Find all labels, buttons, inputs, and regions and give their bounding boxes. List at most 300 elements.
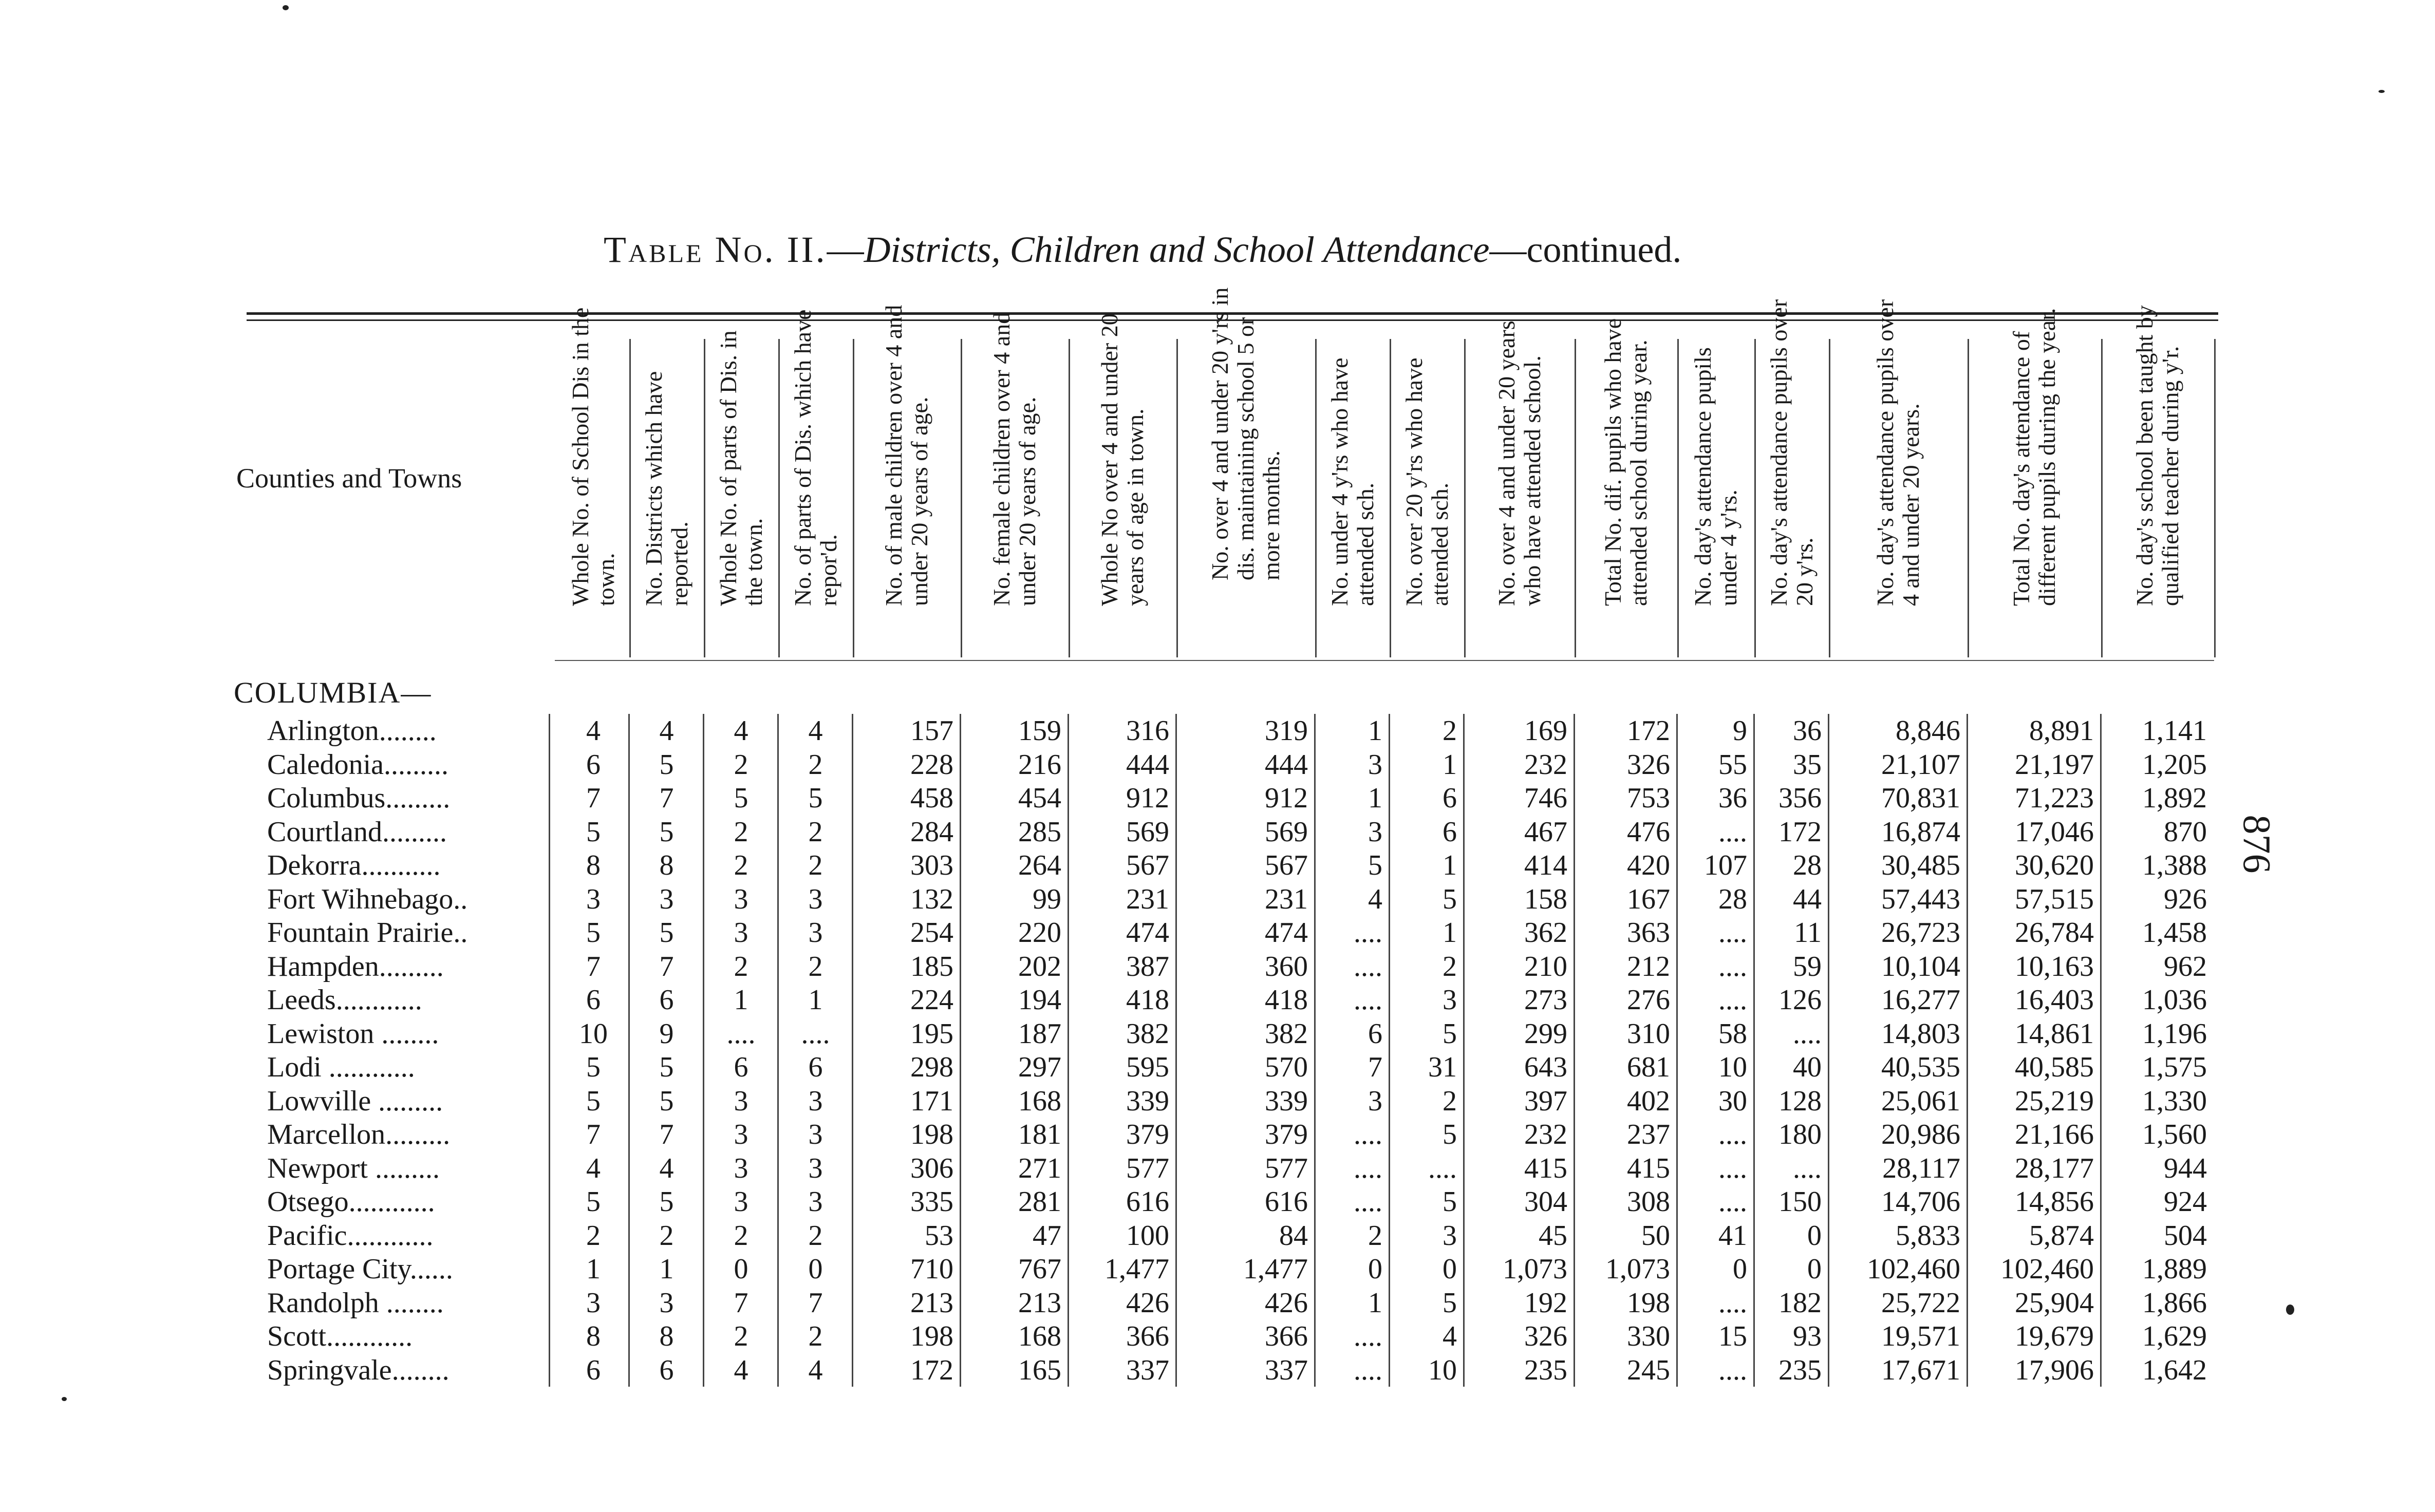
- table-cell: 414: [1524, 849, 1567, 881]
- table-cell: 337: [1265, 1354, 1308, 1386]
- table-cell: 5: [1368, 849, 1382, 881]
- table-cell: 25,219: [2015, 1085, 2094, 1117]
- column-header-text: No. over 20 y'rs who have attended sch.: [1400, 357, 1453, 606]
- table-cell: 4: [734, 1354, 748, 1386]
- table-cell: 20,986: [1881, 1119, 1960, 1150]
- table-cell: 415: [1524, 1152, 1567, 1184]
- table-cell: 198: [910, 1119, 953, 1150]
- table-cell: 2: [808, 1219, 823, 1252]
- title-prefix: Table No. II.: [604, 229, 827, 270]
- column-header: [1390, 339, 1466, 657]
- table-cell: 2: [734, 748, 748, 781]
- table-cell: 4: [1443, 1320, 1457, 1352]
- table-cell: 7: [734, 1287, 748, 1319]
- table-cell: 569: [1126, 816, 1169, 848]
- table-cell: 126: [1778, 984, 1822, 1016]
- table-cell: 7: [586, 1119, 601, 1150]
- column-divider: [960, 714, 961, 1387]
- table-cell: 870: [2164, 816, 2207, 848]
- table-cell: 1,205: [2142, 748, 2207, 781]
- table-cell: 924: [2164, 1186, 2207, 1218]
- town-name: Caledonia.........: [267, 748, 449, 781]
- column-header: [853, 305, 962, 657]
- table-cell: 1: [1443, 917, 1457, 949]
- ink-speck: [2286, 1305, 2294, 1315]
- table-cell: 8,846: [1896, 715, 1960, 747]
- table-cell: 2: [808, 816, 823, 848]
- column-header: [557, 307, 631, 657]
- table-cell: 5: [659, 748, 674, 781]
- town-name: Arlington........: [267, 715, 437, 747]
- table-cell: 55: [1718, 748, 1747, 781]
- table-cell: 363: [1627, 917, 1670, 949]
- table-cell: 284: [910, 816, 953, 848]
- table-cell: 53: [925, 1219, 953, 1252]
- column-divider: [2100, 714, 2102, 1387]
- table-cell: 10: [1428, 1354, 1457, 1386]
- column-header-text: No. day's attendance pupils over 4 and under 20 years.: [1872, 299, 1924, 606]
- column-header: [1575, 318, 1679, 657]
- town-name: Dekorra...........: [267, 849, 441, 881]
- column-header-text: No. female children over 4 and under 20 years of age.: [988, 312, 1040, 606]
- table-row: [0, 781, 2435, 815]
- table-cell: 2: [808, 1320, 823, 1352]
- table-cell: 7: [659, 1119, 674, 1150]
- table-cell: ....: [1718, 1152, 1747, 1184]
- town-name: Fort Wihnebago..: [267, 883, 468, 915]
- column-divider: [1175, 714, 1177, 1387]
- table-row: [0, 1151, 2435, 1185]
- table-cell: 14,856: [2015, 1186, 2094, 1218]
- table-cell: 0: [808, 1253, 823, 1285]
- table-cell: 7: [808, 1287, 823, 1319]
- table-cell: 2: [586, 1219, 601, 1252]
- table-cell: 0: [734, 1253, 748, 1285]
- table-cell: 100: [1126, 1219, 1169, 1252]
- table-cell: ....: [1354, 950, 1382, 982]
- table-cell: 1,073: [1503, 1253, 1567, 1285]
- column-header-text: No. under 4 y'rs who have attended sch.: [1326, 357, 1378, 606]
- table-row: [0, 1118, 2435, 1151]
- table-cell: 276: [1627, 984, 1670, 1016]
- table-cell: 366: [1265, 1320, 1308, 1352]
- column-header-text: No. Districts which have reported.: [640, 371, 692, 606]
- table-cell: 3: [1443, 1219, 1457, 1252]
- table-cell: 504: [2164, 1219, 2207, 1252]
- table-cell: 41: [1718, 1219, 1747, 1252]
- table-cell: 2: [1443, 1085, 1457, 1117]
- table-cell: 185: [910, 950, 953, 982]
- table-cell: 7: [659, 950, 674, 982]
- town-name: Hampden.........: [267, 950, 444, 982]
- table-cell: 2: [808, 748, 823, 781]
- table-cell: 0: [1807, 1253, 1822, 1285]
- table-cell: 9: [1733, 715, 1747, 747]
- table-cell: 0: [1443, 1253, 1457, 1285]
- table-cell: 210: [1524, 950, 1567, 982]
- column-divider: [1966, 714, 1968, 1387]
- column-header: [778, 309, 854, 657]
- table-cell: 99: [1033, 883, 1061, 915]
- table-title: [604, 229, 1872, 271]
- table-cell: 316: [1126, 715, 1169, 747]
- table-cell: 339: [1265, 1085, 1308, 1117]
- table-cell: ....: [1793, 1152, 1822, 1184]
- table-cell: 172: [1627, 715, 1670, 747]
- column-header-text: No. over 4 and under 20 y'rs in dis. maintaining school 5 or more months.: [1207, 287, 1284, 580]
- table-cell: 1: [659, 1253, 674, 1285]
- table-cell: 16,277: [1881, 984, 1960, 1016]
- table-cell: 7: [1368, 1051, 1382, 1083]
- counties-header: Counties and Towns: [236, 463, 462, 494]
- table-cell: 2: [734, 849, 748, 881]
- table-cell: 1,196: [2142, 1017, 2207, 1050]
- table-cell: 45: [1539, 1219, 1567, 1252]
- column-header-text: Whole No. of School Dis in the town.: [567, 307, 619, 606]
- table-cell: 5: [659, 1186, 674, 1218]
- table-cell: 228: [910, 748, 953, 781]
- title-italic: Districts, Children and School Attendance: [864, 229, 1490, 270]
- table-cell: ....: [726, 1017, 756, 1050]
- town-name: Newport .........: [267, 1152, 440, 1184]
- table-row: [0, 1252, 2435, 1286]
- table-cell: ....: [1354, 1152, 1382, 1184]
- table-cell: 1,330: [2142, 1085, 2207, 1117]
- table-cell: 567: [1265, 849, 1308, 881]
- table-cell: 3: [808, 1152, 823, 1184]
- table-cell: ....: [1354, 917, 1382, 949]
- table-cell: 474: [1265, 917, 1308, 949]
- table-row: [0, 848, 2435, 882]
- table-cell: 4: [808, 1354, 823, 1386]
- table-cell: 2: [734, 1320, 748, 1352]
- table-cell: 1: [1443, 849, 1457, 881]
- table-cell: 7: [586, 782, 601, 814]
- table-cell: 237: [1627, 1119, 1670, 1150]
- table-cell: 157: [910, 715, 953, 747]
- table-cell: 426: [1126, 1287, 1169, 1319]
- table-cell: 382: [1126, 1017, 1169, 1050]
- table-cell: ....: [1793, 1017, 1822, 1050]
- table-cell: 171: [910, 1085, 953, 1117]
- table-cell: 107: [1704, 849, 1747, 881]
- town-name: Marcellon.........: [267, 1119, 451, 1150]
- table-cell: 2: [1443, 950, 1457, 982]
- table-cell: 2: [734, 950, 748, 982]
- table-cell: 4: [659, 715, 674, 747]
- table-cell: 746: [1524, 782, 1567, 814]
- table-cell: 3: [734, 1085, 748, 1117]
- table-cell: 570: [1265, 1051, 1308, 1083]
- table-cell: 474: [1126, 917, 1169, 949]
- table-cell: 2: [659, 1219, 674, 1252]
- table-cell: 3: [808, 1085, 823, 1117]
- table-cell: 299: [1524, 1017, 1567, 1050]
- table-cell: 330: [1627, 1320, 1670, 1352]
- page-number: 876: [2235, 815, 2278, 874]
- table-cell: 21,107: [1881, 748, 1960, 781]
- table-cell: 198: [1627, 1287, 1670, 1319]
- table-cell: 11: [1794, 917, 1822, 949]
- column-header: [1829, 299, 1969, 657]
- table-cell: 2: [734, 816, 748, 848]
- town-name: Randolph ........: [267, 1287, 444, 1319]
- table-cell: 128: [1778, 1085, 1822, 1117]
- table-cell: 202: [1018, 950, 1061, 982]
- table-cell: 158: [1524, 883, 1567, 915]
- table-cell: 335: [910, 1186, 953, 1218]
- table-cell: 944: [2164, 1152, 2207, 1184]
- table-cell: 232: [1524, 1119, 1567, 1150]
- table-cell: ....: [1718, 984, 1747, 1016]
- table-cell: 19,679: [2015, 1320, 2094, 1352]
- table-cell: 753: [1627, 782, 1670, 814]
- table-cell: 304: [1524, 1186, 1567, 1218]
- table-cell: 21,166: [2015, 1119, 2094, 1150]
- table-cell: 569: [1265, 816, 1308, 848]
- table-cell: 6: [586, 984, 601, 1016]
- table-cell: 44: [1793, 883, 1822, 915]
- table-cell: 1,388: [2142, 849, 2207, 881]
- column-divider: [1067, 714, 1069, 1387]
- table-cell: 326: [1524, 1320, 1567, 1352]
- table-cell: 6: [659, 1354, 674, 1386]
- column-header: [1677, 339, 1756, 657]
- table-cell: 8: [659, 1320, 674, 1352]
- table-cell: 1,036: [2142, 984, 2207, 1016]
- table-cell: ....: [1354, 1320, 1382, 1352]
- column-divider: [777, 714, 779, 1387]
- table-cell: 264: [1018, 849, 1061, 881]
- column-divider: [1828, 714, 1829, 1387]
- table-cell: 26,723: [1881, 917, 1960, 949]
- column-header: [1968, 308, 2103, 657]
- table-cell: ....: [801, 1017, 830, 1050]
- table-cell: 6: [808, 1051, 823, 1083]
- table-cell: 182: [1778, 1287, 1822, 1319]
- table-cell: 616: [1126, 1186, 1169, 1218]
- table-cell: 643: [1524, 1051, 1567, 1083]
- table-row: [0, 815, 2435, 849]
- table-cell: 31: [1428, 1051, 1457, 1083]
- table-cell: 3: [808, 1186, 823, 1218]
- table-cell: 1,866: [2142, 1287, 2207, 1319]
- table-cell: 220: [1018, 917, 1061, 949]
- table-cell: 356: [1778, 782, 1822, 814]
- table-cell: 5: [659, 816, 674, 848]
- table-cell: 577: [1265, 1152, 1308, 1184]
- table-cell: 8: [586, 1320, 601, 1352]
- column-divider: [1574, 714, 1575, 1387]
- table-cell: 231: [1126, 883, 1169, 915]
- table-cell: 16,874: [1881, 816, 1960, 848]
- table-cell: 1,458: [2142, 917, 2207, 949]
- column-divider: [1676, 714, 1678, 1387]
- table-cell: 767: [1018, 1253, 1061, 1285]
- table-cell: 167: [1627, 883, 1670, 915]
- table-cell: 362: [1524, 917, 1567, 949]
- column-divider: [1463, 714, 1465, 1387]
- table-cell: 2: [1368, 1219, 1382, 1252]
- column-header-text: No. day's school been taught by qualified teacher during y'r.: [2131, 305, 2183, 606]
- table-cell: 444: [1265, 748, 1308, 781]
- table-cell: 7: [659, 782, 674, 814]
- table-cell: 1: [734, 984, 748, 1016]
- table-cell: 681: [1627, 1051, 1670, 1083]
- table-cell: 28,117: [1882, 1152, 1960, 1184]
- table-cell: 306: [910, 1152, 953, 1184]
- table-cell: 6: [1368, 1017, 1382, 1050]
- table-cell: 3: [808, 917, 823, 949]
- table-cell: 5: [659, 917, 674, 949]
- table-cell: 8: [586, 849, 601, 881]
- column-header-text: No. of male children over 4 and under 20 years of age.: [881, 305, 932, 606]
- table-cell: 3: [808, 883, 823, 915]
- table-cell: 10: [579, 1017, 608, 1050]
- table-cell: ....: [1718, 1119, 1747, 1150]
- table-cell: 7: [586, 950, 601, 982]
- table-cell: 10,163: [2015, 950, 2094, 982]
- table-cell: 19,571: [1881, 1320, 1960, 1352]
- table-cell: 3: [1368, 816, 1382, 848]
- table-cell: 1,073: [1605, 1253, 1670, 1285]
- table-cell: 454: [1018, 782, 1061, 814]
- table-cell: 26,784: [2015, 917, 2094, 949]
- table-row: [0, 916, 2435, 950]
- table-cell: 245: [1627, 1354, 1670, 1386]
- table-cell: 70,831: [1881, 782, 1960, 814]
- table-cell: 17,046: [2015, 816, 2094, 848]
- town-name: Pacific............: [267, 1219, 434, 1252]
- table-cell: 912: [1126, 782, 1169, 814]
- table-cell: 1: [1368, 1287, 1382, 1319]
- table-cell: 28: [1793, 849, 1822, 881]
- table-cell: 150: [1778, 1186, 1822, 1218]
- table-cell: 58: [1718, 1017, 1747, 1050]
- table-cell: 25,722: [1881, 1287, 1960, 1319]
- table-cell: 3: [808, 1119, 823, 1150]
- table-cell: 0: [1368, 1253, 1382, 1285]
- table-cell: 3: [659, 883, 674, 915]
- town-name: Lodi ............: [267, 1051, 415, 1083]
- table-cell: 285: [1018, 816, 1061, 848]
- table-cell: 1,642: [2142, 1354, 2207, 1386]
- table-cell: ....: [1354, 1119, 1382, 1150]
- table-row: [0, 1353, 2435, 1387]
- table-cell: 577: [1126, 1152, 1169, 1184]
- table-cell: ....: [1428, 1152, 1457, 1184]
- table-cell: 169: [1524, 715, 1567, 747]
- column-divider: [1389, 714, 1390, 1387]
- table-cell: 5: [586, 1085, 601, 1117]
- table-cell: 28,177: [2015, 1152, 2094, 1184]
- town-name: Portage City......: [267, 1253, 453, 1285]
- table-cell: 212: [1627, 950, 1670, 982]
- table-cell: 360: [1265, 950, 1308, 982]
- table-cell: 195: [910, 1017, 953, 1050]
- table-cell: 1,560: [2142, 1119, 2207, 1150]
- column-header-text: Total No. day's attendance of different pupils during the year.: [2008, 308, 2060, 606]
- column-header-text: No. day's attendance pupils over 20 y'rs.: [1765, 299, 1818, 606]
- table-cell: 25,904: [2015, 1287, 2094, 1319]
- table-cell: 10: [1718, 1051, 1747, 1083]
- column-header-text: Whole No over 4 and under 20 years of age in town.: [1096, 313, 1148, 606]
- table-cell: 595: [1126, 1051, 1169, 1083]
- table-cell: 1,889: [2142, 1253, 2207, 1285]
- table-cell: 4: [734, 715, 748, 747]
- town-name: Fountain Prairie..: [267, 917, 468, 949]
- table-cell: ....: [1718, 1287, 1747, 1319]
- table-cell: 2: [808, 950, 823, 982]
- table-cell: 254: [910, 917, 953, 949]
- table-cell: 17,906: [2015, 1354, 2094, 1386]
- table-cell: 337: [1126, 1354, 1169, 1386]
- table-cell: 476: [1627, 816, 1670, 848]
- table-cell: 319: [1265, 715, 1308, 747]
- column-header-text: Total No. dif. pupils who have attended school during year.: [1600, 318, 1652, 606]
- table-cell: 1,629: [2142, 1320, 2207, 1352]
- table-cell: 192: [1524, 1287, 1567, 1319]
- town-name: Leeds............: [267, 984, 422, 1016]
- table-cell: 3: [1443, 984, 1457, 1016]
- table-cell: 30: [1718, 1085, 1747, 1117]
- table-cell: 3: [586, 883, 601, 915]
- column-header: [629, 339, 705, 657]
- table-row: [0, 882, 2435, 916]
- table-cell: 0: [1807, 1219, 1822, 1252]
- table-cell: 21,197: [2015, 748, 2094, 781]
- table-cell: 40,585: [2015, 1051, 2094, 1083]
- table-cell: ....: [1718, 1354, 1747, 1386]
- table-cell: 379: [1265, 1119, 1308, 1150]
- column-divider: [852, 714, 853, 1387]
- table-cell: 3: [1368, 748, 1382, 781]
- table-cell: 926: [2164, 883, 2207, 915]
- table-cell: 3: [734, 917, 748, 949]
- table-cell: 102,460: [2000, 1253, 2094, 1285]
- table-cell: 1: [808, 984, 823, 1016]
- table-cell: 235: [1778, 1354, 1822, 1386]
- table-cell: 1: [1368, 782, 1382, 814]
- table-cell: 30,485: [1881, 849, 1960, 881]
- table-cell: 6: [1443, 782, 1457, 814]
- table-cell: 387: [1126, 950, 1169, 982]
- table-cell: 5: [808, 782, 823, 814]
- table-cell: 303: [910, 849, 953, 881]
- table-cell: 5: [586, 816, 601, 848]
- table-cell: 36: [1718, 782, 1747, 814]
- table-cell: 5: [659, 1085, 674, 1117]
- table-cell: 4: [808, 715, 823, 747]
- table-cell: 458: [910, 782, 953, 814]
- header-bottom-rule: [555, 660, 2214, 661]
- table-cell: 5: [1443, 1287, 1457, 1319]
- table-cell: 165: [1018, 1354, 1061, 1386]
- table-cell: 3: [734, 1186, 748, 1218]
- table-cell: 9: [659, 1017, 674, 1050]
- table-cell: 397: [1524, 1085, 1567, 1117]
- column-header-text: No. day's attendance pupils under 4 y'rs.: [1690, 347, 1741, 606]
- table-cell: 187: [1018, 1017, 1061, 1050]
- table-cell: 0: [1733, 1253, 1747, 1285]
- table-cell: 5,874: [2029, 1219, 2094, 1252]
- table-cell: 36: [1793, 715, 1822, 747]
- table-cell: 10,104: [1881, 950, 1960, 982]
- table-row: [0, 1017, 2435, 1051]
- table-cell: 297: [1018, 1051, 1061, 1083]
- column-header-text: Whole No. of parts of Dis. in the town.: [715, 330, 767, 606]
- table-cell: 1: [1443, 748, 1457, 781]
